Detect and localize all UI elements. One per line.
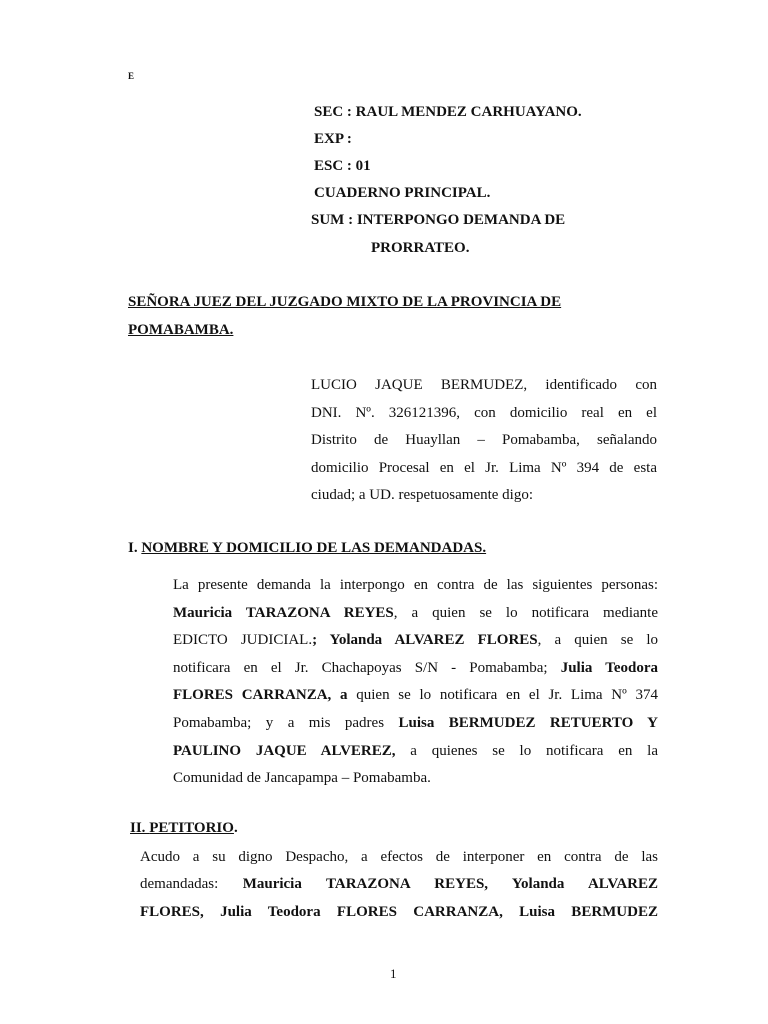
section-2-body (140, 844, 658, 926)
intro-line: domicilio Procesal en el Jr. Lima Nº 394 de esta (311, 459, 657, 476)
header-sum: SUM : INTERPONGO DEMANDA DE (311, 212, 566, 228)
section-2-title: PETITORIO (149, 820, 234, 836)
intro-paragraph (311, 372, 657, 510)
section-1-line: Comunidad de Jancapampa – Pomabamba. (173, 770, 431, 787)
corner-mark: E (128, 71, 135, 81)
section-1-numeral: I. (128, 540, 142, 556)
header-esc: ESC : 01 (314, 158, 371, 174)
header-cuaderno: CUADERNO PRINCIPAL. (314, 185, 491, 201)
section-2-numeral: II. (130, 820, 150, 836)
section-1-line: notificara en el Jr. Chachapoyas S/N - Pomabamba; Julia Teodora (173, 659, 658, 676)
intro-line: LUCIO JAQUE BERMUDEZ, identificado con (311, 377, 657, 393)
header-sec: SEC : RAUL MENDEZ CARHUAYANO. (314, 104, 582, 120)
section-1-line: La presente demanda la interpongo en contra de las siguientes personas: (173, 577, 658, 593)
section-2-dot: . (233, 820, 238, 836)
section-1-body (173, 572, 658, 793)
addressee-line-1: SEÑORA JUEZ DEL JUZGADO MIXTO DE LA PROVINCIA DE (128, 294, 562, 310)
addressee-line-2: POMABAMBA. (128, 322, 234, 338)
header-sum-cont: PRORRATEO. (371, 240, 470, 256)
section-2-line: Acudo a su digno Despacho, a efectos de interponer en contra de las (140, 849, 658, 865)
section-1-line: FLORES CARRANZA, a quien se lo notificara en el Jr. Lima Nº 374 (173, 687, 658, 704)
intro-line: DNI. Nº. 326121396, con domicilio real en el (311, 404, 657, 421)
intro-line: Distrito de Huayllan – Pomabamba, señalando (311, 432, 657, 449)
section-2-line: FLORES, Julia Teodora FLORES CARRANZA, Luisa BERMUDEZ (140, 903, 658, 920)
section-1-line: Mauricia TARAZONA REYES, a quien se lo notificara mediante (173, 604, 658, 621)
section-1-line: EDICTO JUDICIAL.; Yolanda ALVAREZ FLORES, a quien se lo (173, 632, 659, 649)
section-1-line: PAULINO JAQUE ALVEREZ, a quienes se lo notificara en la (173, 742, 658, 759)
section-1-line: Pomabamba; y a mis padres Luisa BERMUDEZ RETUERTO Y (173, 714, 658, 731)
header-exp: EXP : (314, 131, 352, 147)
section-2-line: demandadas: Mauricia TARAZONA REYES, Yolanda ALVAREZ (140, 876, 658, 893)
section-2-heading (130, 820, 238, 837)
intro-line: ciudad; a UD. respetuosamente digo: (311, 487, 534, 504)
section-1-title: NOMBRE Y DOMICILIO DE LAS DEMANDADAS. (141, 540, 487, 556)
page-number: 1 (390, 966, 397, 981)
section-1-heading (128, 540, 486, 557)
